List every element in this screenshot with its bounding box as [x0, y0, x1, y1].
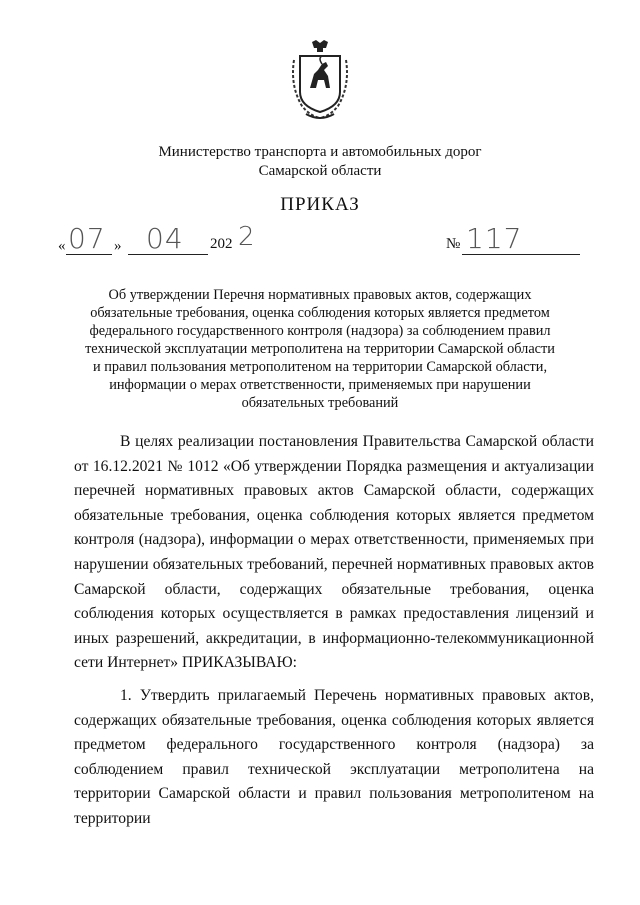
- samara-coat-of-arms-icon: [288, 40, 352, 122]
- number-sign: №: [446, 236, 461, 252]
- day-underline: [66, 254, 112, 255]
- date-number-line: [58, 224, 598, 258]
- item-1-paragraph: [74, 684, 594, 832]
- number-underline: [462, 254, 580, 255]
- month-underline: [128, 254, 208, 255]
- date-day: 07: [68, 222, 106, 255]
- ministry-line-1: Министерство транспорта и автомобильных дорог: [158, 144, 482, 160]
- ministry-line-2: Самарской области: [258, 163, 382, 179]
- ministry-name: [120, 143, 520, 181]
- order-subject: Об утверждении Перечня нормативных правовых актов, содержащих обязательные требования, оценка соблюдения которых является предметом федерального государственного контроля (надзора) за соблюдением правил технической эксплуатации метрополитена на территории Самарской области и правил пользования метрополитеном на территории Самарской области, информации о мерах ответственности, применяемых при нарушении обязательных требований: [85, 287, 555, 411]
- item-1-text: 1. Утвердить прилагаемый Перечень нормативных правовых актов, содержащих обязательные требования, оценка соблюдения которых является предметом федерального государственного контроля (надзора) за соблюдением правил технической эксплуатации метрополитена на территории Самарской области и правил пользования метрополитеном на территории: [74, 687, 594, 827]
- date-open-quote: «: [58, 238, 66, 254]
- date-month: 04: [146, 222, 184, 255]
- date-year-suffix: 2: [238, 222, 255, 252]
- preamble-text: В целях реализации постановления Правительства Самарской области от 16.12.2021 № 1012 «Об утверждении Порядка размещения и актуализации перечней нормативных правовых актов Самарской области, содержащих обязательные требования, оценка соблюдения которых является предметом контроля (надзора), информации о мерах ответственности, применяемых при нарушении обязательных требований, перечней нормативных правовых актов Самарской области, содержащих обязательные требования, оценка соблюдения которых осуществляется в рамках предоставления лицензий и иных разрешений, аккредитации, в информационно-телекоммуникационной сети Интернет» ПРИКАЗЫВАЮ:: [74, 433, 594, 672]
- date-close-quote: »: [114, 238, 122, 254]
- order-number: 117: [466, 222, 523, 255]
- date-year-prefix: 202: [210, 236, 233, 252]
- document-type-title: ПРИКАЗ: [280, 194, 360, 215]
- preamble-paragraph: [74, 430, 594, 676]
